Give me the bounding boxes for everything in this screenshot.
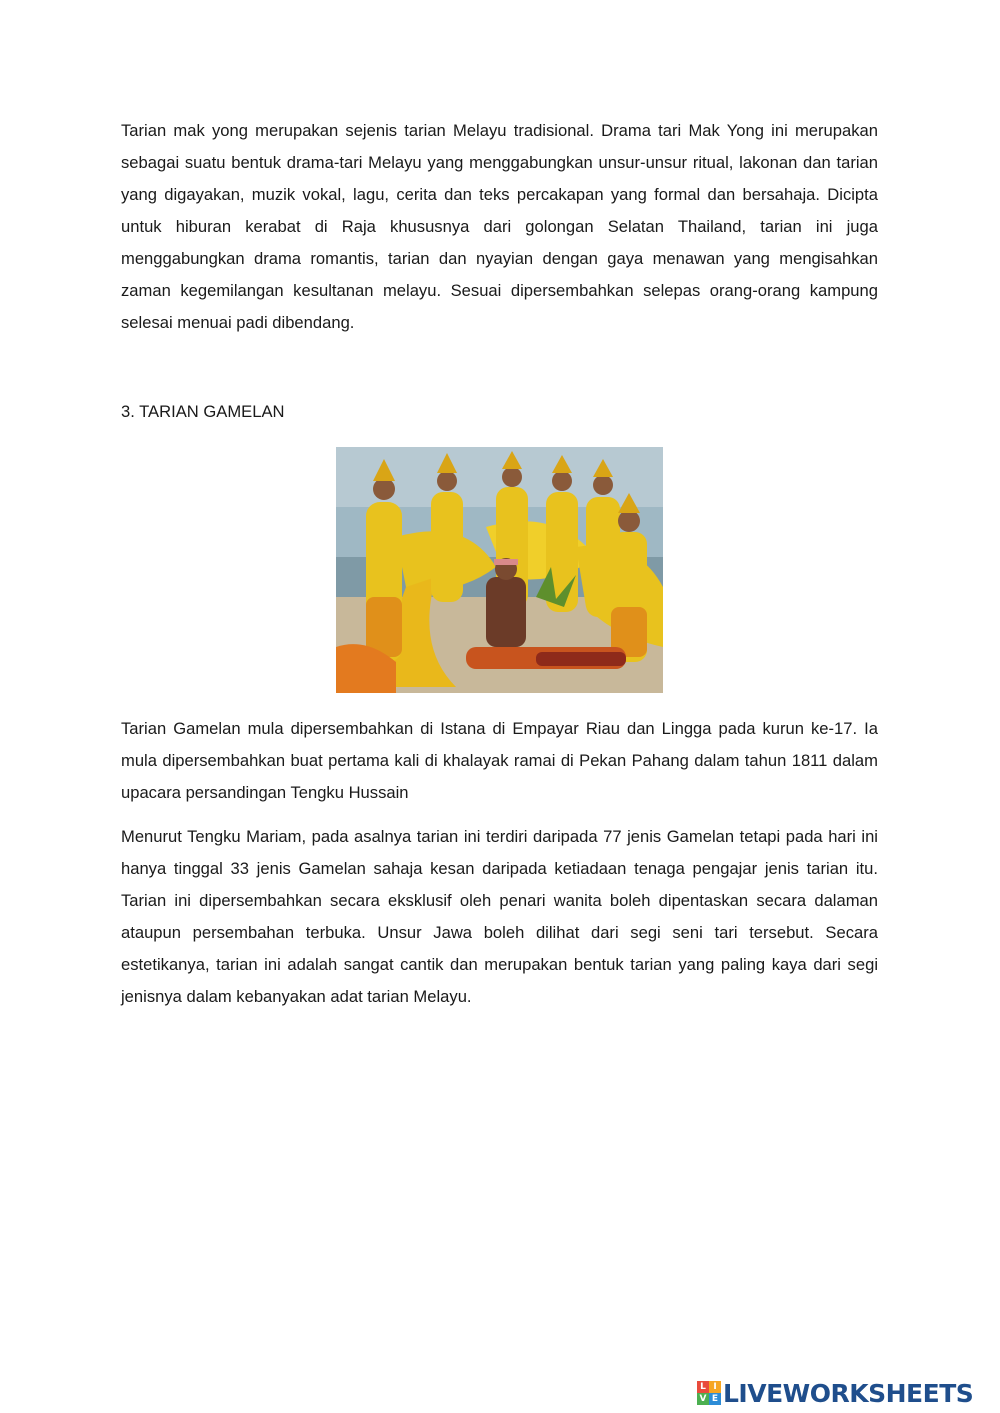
paragraph-gamelan-description: Menurut Tengku Mariam, pada asalnya tarian ini terdiri daripada 77 jenis Gamelan tetapi pada hari ini hanya tinggal 33 jenis Gamelan sahaja kesan daripada ketiadaan tenaga pengajar jenis tarian itu. Tarian ini dipersembahkan secara eksklusif oleh penari wanita boleh dipentaskan secara dalaman ataupun persembahan terbuka. Unsur Jawa boleh dilihat dari segi seni tari tersebut. Secara estetikanya, tarian ini adalah sangat cantik dan merupakan bentuk tarian yang paling kaya dari segi jenisnya dalam kebanyakan adat tarian Melayu. [121, 827, 878, 1006]
logo-letter-e: E [709, 1393, 721, 1405]
liveworksheets-wordmark: LIVEWORKSHEETS [723, 1378, 974, 1408]
liveworksheets-brand[interactable] [697, 1376, 973, 1410]
paragraph-gamelan-history: Tarian Gamelan mula dipersembahkan di Istana di Empayar Riau dan Lingga pada kurun ke-17. Ia mula dipersembahkan buat pertama kali di khalayak ramai di Pekan Pahang dalam tahun 1811 dalam upacara persandingan Tengku Hussain [121, 719, 878, 802]
liveworksheets-logo-icon [697, 1381, 721, 1405]
logo-letter-i: I [709, 1381, 721, 1393]
logo-letter-l: L [697, 1381, 709, 1393]
section-heading: 3. TARIAN GAMELAN [121, 402, 285, 421]
gamelan-dancers-photo [336, 447, 663, 693]
paragraph-mak-yong: Tarian mak yong merupakan sejenis tarian Melayu tradisional. Drama tari Mak Yong ini merupakan sebagai suatu bentuk drama-tari Melayu yang menggabungkan unsur-unsur ritual, lakonan dan tarian yang digayakan, muzik vokal, lagu, cerita dan teks percakapan yang formal dan bersahaja. Dicipta untuk hiburan kerabat di Raja khususnya dari golongan Selatan Thailand, tarian ini juga menggabungkan drama romantis, tarian dan nyayian dengan gaya menawan yang mengisahkan zaman kegemilangan kesultanan melayu. Sesuai dipersembahkan selepas orang-orang kampung selesai menuai padi dibendang. [121, 121, 878, 332]
logo-letter-v: V [697, 1393, 709, 1405]
